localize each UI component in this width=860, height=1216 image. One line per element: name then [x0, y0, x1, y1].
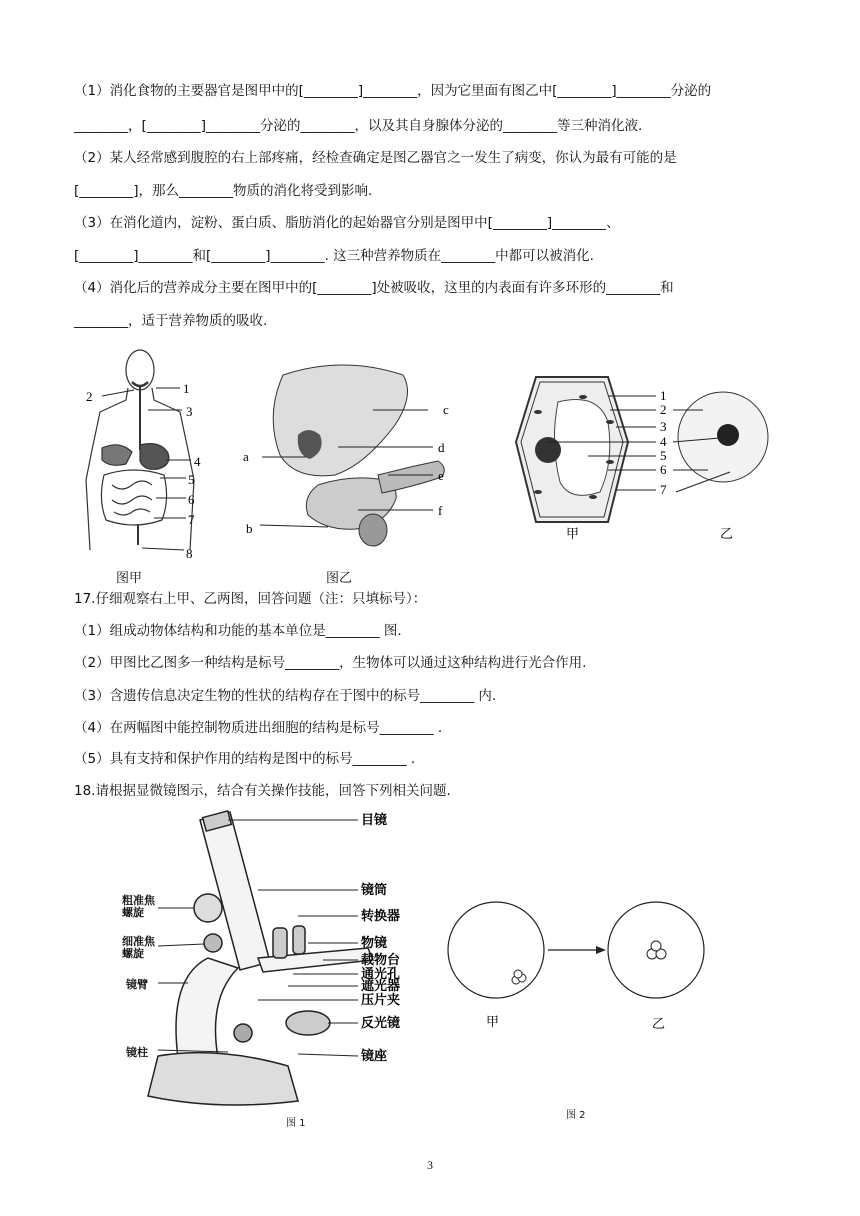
- organ-label-d: d: [438, 440, 445, 455]
- microscope-figure: [108, 808, 418, 1128]
- label-mirror: 反光镜: [361, 1015, 401, 1030]
- organ-label-a: a: [243, 449, 249, 464]
- liver-pancreas-figure: [238, 355, 468, 570]
- label-aperture: 通光孔: [361, 966, 401, 981]
- label-stage: 载物台: [361, 952, 401, 967]
- body-label-7: 7: [188, 512, 195, 527]
- body-label-4: 4: [194, 454, 201, 469]
- q16-line-4: [________]，那么________物质的消化将受到影响.: [74, 183, 373, 199]
- q17-line-6: （5）具有支持和保护作用的结构是图中的标号________ .: [74, 751, 416, 767]
- cell-figure: [498, 372, 778, 547]
- cell-caption-jia: 甲: [566, 527, 580, 542]
- caption-tu-jia: 图甲: [116, 571, 143, 586]
- label-coarse-focus: 粗准焦 螺旋: [122, 894, 155, 919]
- q17-line-4: （3）含遗传信息决定生物的性状的结构存在于图中的标号________ 内.: [74, 688, 497, 704]
- organ-label-f: f: [438, 503, 443, 518]
- cell-label-3: 3: [660, 419, 667, 434]
- organ-label-c: c: [443, 402, 449, 417]
- label-arm: 镜臂: [126, 978, 148, 991]
- label-base: 镜座: [361, 1048, 388, 1063]
- microscope-caption: 图 1: [286, 1118, 306, 1129]
- q17-line-3: （2）甲图比乙图多一种结构是标号________，生物体可以通过这种结构进行光合作用.: [74, 655, 587, 671]
- label-nosepiece: 转换器: [361, 908, 401, 923]
- view-caption: 图 2: [566, 1110, 586, 1121]
- body-label-8: 8: [186, 546, 193, 561]
- view-label-yi: 乙: [652, 1017, 666, 1032]
- label-fine-focus: 细准焦 螺旋: [122, 935, 155, 960]
- q16-line-6: [________]________和[________]________. 这三种营养物质在________中都可以被消化.: [74, 248, 594, 264]
- q17-line-5: （4）在两幅图中能控制物质进出细胞的结构是标号________ .: [74, 720, 443, 736]
- label-diaphragm: 遮光器: [361, 978, 401, 993]
- q16-line-2: ________，[________]________分泌的________，以及其自身腺体分泌的________等三种消化液.: [74, 118, 643, 134]
- digestive-system-labels: [76, 348, 216, 568]
- cell-label-7: 7: [660, 482, 667, 497]
- cell-label-6: 6: [660, 462, 667, 477]
- label-clip: 压片夹: [361, 992, 401, 1007]
- q16-line-3: （2）某人经常感到腹腔的右上部疼痛，经检查确定是图乙器官之一发生了病变，你认为最有可能的是: [74, 150, 677, 166]
- q16-line-5: （3）在消化道内，淀粉、蛋白质、脂肪消化的起始器官分别是图甲中[________]________、: [74, 215, 620, 231]
- body-label-1: 1: [183, 381, 190, 396]
- q16-line-7: （4）消化后的营养成分主要在图甲中的[________]处被吸收，这里的内表面有许多环形的________和: [74, 280, 674, 296]
- q17-line-1: 17.仔细观察右上甲、乙两图，回答问题（注：只填标号）：: [74, 591, 427, 607]
- cell-label-4: 4: [660, 434, 667, 449]
- q16-line-1: （1）消化食物的主要器官是图甲中的[________]________，因为它里面有图乙中[________]________分泌的: [74, 83, 712, 99]
- body-label-2: 2: [86, 389, 93, 404]
- q16-line-8: ________，适于营养物质的吸收.: [74, 313, 268, 329]
- body-label-3: 3: [186, 404, 193, 419]
- cell-label-2: 2: [660, 402, 667, 417]
- q17-line-2: （1）组成动物体结构和功能的基本单位是________ 图.: [74, 623, 402, 639]
- label-objective: 物镜: [361, 935, 388, 950]
- view-label-jia: 甲: [486, 1015, 500, 1030]
- body-label-5: 5: [188, 472, 195, 487]
- cell-caption-yi: 乙: [720, 527, 734, 542]
- caption-tu-yi: 图乙: [326, 571, 353, 586]
- label-tube: 镜筒: [361, 882, 388, 897]
- label-eyepiece: 目镜: [361, 812, 388, 827]
- view-field-figure: [446, 900, 716, 1040]
- q18-line: 18.请根据显微镜图示，结合有关操作技能，回答下列相关问题.: [74, 783, 451, 799]
- organ-label-b: b: [246, 521, 253, 536]
- page-number: 3: [427, 1158, 433, 1172]
- label-pillar: 镜柱: [126, 1046, 148, 1059]
- body-label-6: 6: [188, 492, 195, 507]
- cell-label-1: 1: [660, 388, 667, 403]
- organ-label-e: e: [438, 468, 444, 483]
- cell-label-5: 5: [660, 448, 667, 463]
